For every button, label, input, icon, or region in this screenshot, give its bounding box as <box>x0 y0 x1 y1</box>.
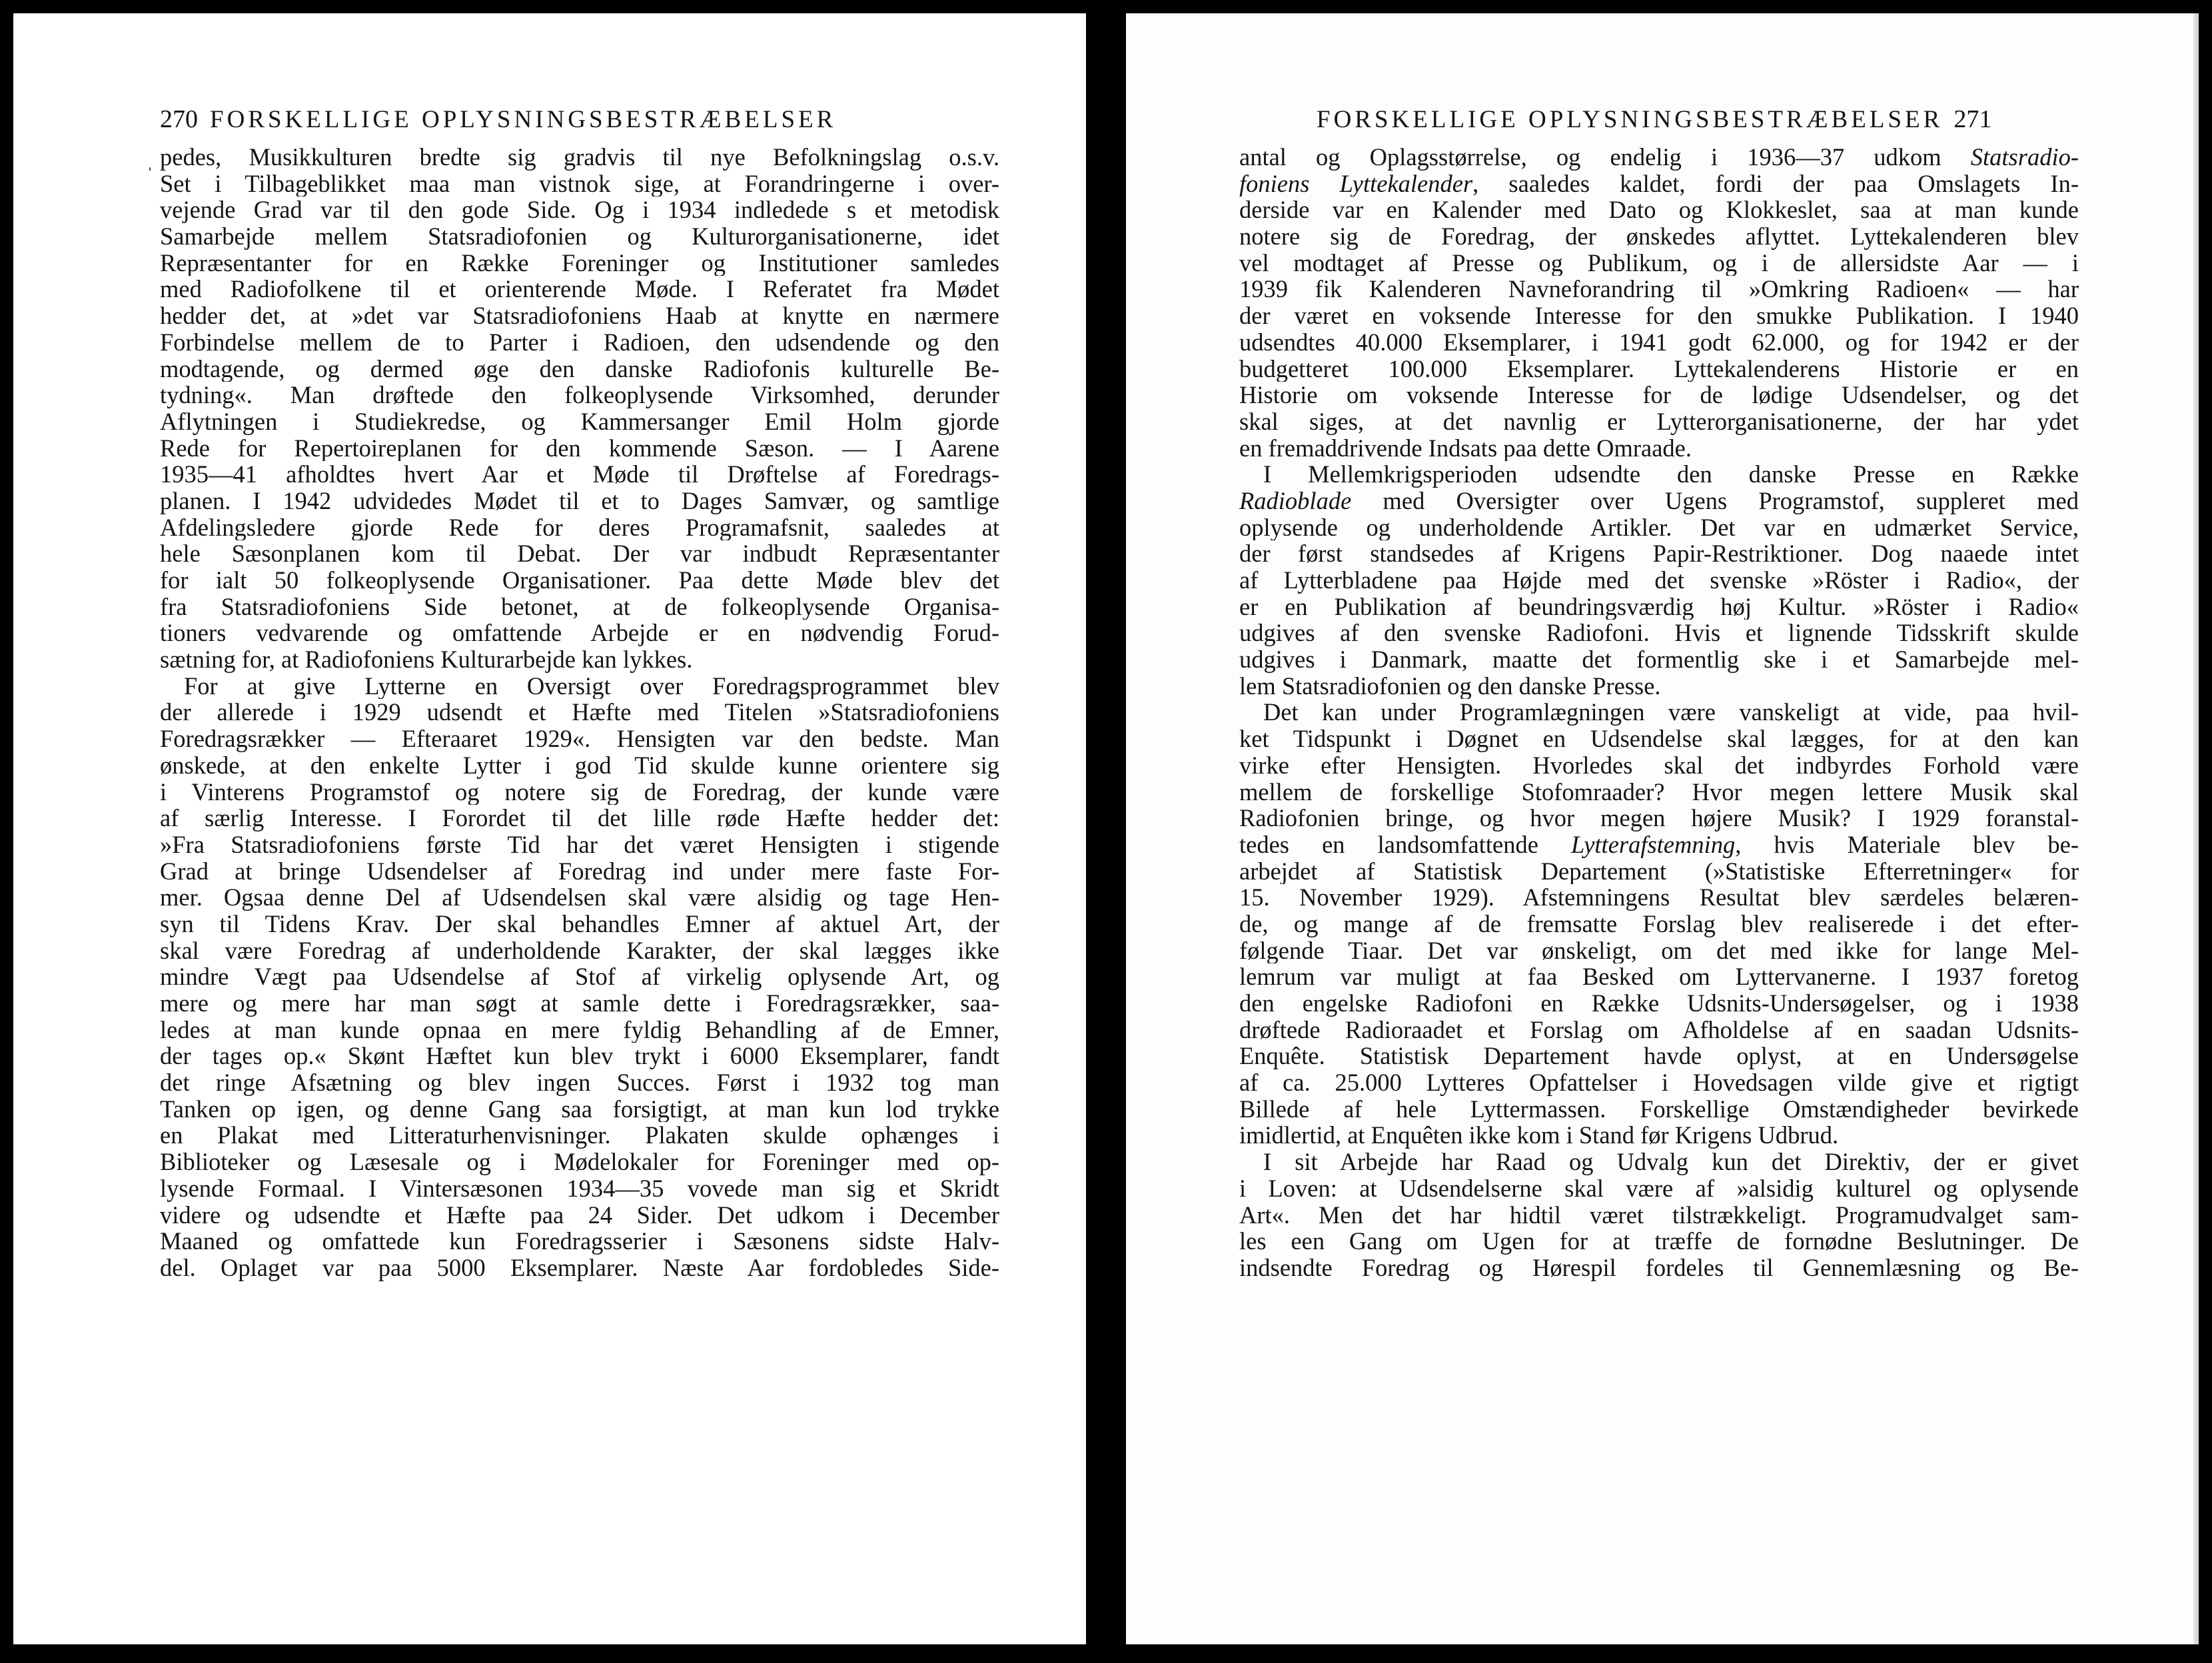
left-text-line: af særlig Interesse. I Forordet til det lille røde Hæfte hedder det: <box>160 805 999 832</box>
right-text-line: skal siges, at det navnlig er Lytterorganisationerne, der har ydet <box>1239 408 2079 435</box>
left-text-line: Aflytningen i Studiekredse, og Kammersanger Emil Holm gjorde <box>160 408 999 435</box>
left-page-number: 270 <box>160 105 198 133</box>
left-text-line: 1935—41 afholdtes hvert Aar et Møde til Drøftelse af Foredrags- <box>160 461 999 488</box>
right-text-line: arbejdet af Statistisk Departement (»Statistiske Efterretninger« for <box>1239 857 2079 885</box>
right-text-line: der været en voksende Interesse for den smukke Publikation. I 1940 <box>1239 302 2079 329</box>
left-text-line: Grad at bringe Udsendelser af Foredrag ind under mere faste For- <box>160 857 999 885</box>
left-text-line: det ringe Afsætning og blev ingen Succes. Først i 1932 tog man <box>160 1069 999 1096</box>
left-running-head <box>160 107 836 132</box>
right-text-line: udgives i Danmark, maatte det formentlig ske i et Samarbejde mel- <box>1239 646 2079 673</box>
right-text-line: lem Statsradiofonien og den danske Presse. <box>1239 672 1661 700</box>
left-text-line: syn til Tidens Krav. Der skal behandles Emner af aktuel Art, der <box>160 910 999 937</box>
left-text-line: Forbindelse mellem de to Parter i Radioen, den udsendende og den <box>160 328 999 356</box>
left-text-line: en Plakat med Litteraturhenvisninger. Plakaten skulde ophænges i <box>160 1122 999 1149</box>
left-text-line: Samarbejde mellem Statsradiofonien og Kulturorganisationerne, idet <box>160 223 999 250</box>
right-text-line: lemrum var muligt at faa Besked om Lyttervanerne. I 1937 foretog <box>1239 963 2079 990</box>
left-text-line: ledes at man kunde opnaa en mere fyldig Behandling af de Emner, <box>160 1016 999 1043</box>
right-running-head <box>1317 107 1991 132</box>
right-text-line: 15. November 1929). Afstemningens Resultat blev særdeles belæren- <box>1239 884 2079 911</box>
left-text-line: Biblioteker og Læsesale og i Mødelokaler for Foreninger med op- <box>160 1149 999 1175</box>
left-text-line: planen. I 1942 udvidedes Mødet til et to Dages Samvær, og samtlige <box>160 487 999 514</box>
right-text-line: er en Publikation af beundringsværdig høj Kultur. »Röster i Radio« <box>1239 593 2079 620</box>
left-text-line: videre og udsendte et Hæfte paa 24 Sider. Det udkom i December <box>160 1201 999 1229</box>
right-text-line: budgetteret 100.000 Eksemplarer. Lyttekalenderens Historie er en <box>1239 355 2079 382</box>
left-text-line: hedder det, at »det var Statsradiofoniens Haab at knytte en nærmere <box>160 302 999 329</box>
right-text-line: Radioblade med Oversigter over Ugens Programstof, suppleret med <box>1239 487 2079 514</box>
right-text-line: antal og Oplagsstørrelse, og endelig i 1936—37 udkom Statsradio- <box>1239 144 2079 171</box>
left-text-line: Foredragsrækker — Efteraaret 1929«. Hensigten var den bedste. Man <box>160 726 999 752</box>
left-text-line: lysende Formaal. I Vintersæsonen 1934—35 vovede man sig et Skridt <box>160 1175 999 1202</box>
left-running-title: FORSKELLIGE OPLYSNINGSBESTRÆBELSER <box>210 106 837 133</box>
left-page-body <box>160 144 999 1281</box>
right-text-line: af ca. 25.000 Lytteres Opfattelser i Hovedsagen vilde give et rigtigt <box>1239 1069 2079 1096</box>
right-text-line: Det kan under Programlægningen være vanskeligt at vide, paa hvil- <box>1263 699 2079 726</box>
right-text-line: ket Tidspunkt i Døgnet en Udsendelse skal lægges, for at den kan <box>1239 726 2079 752</box>
left-text-line: skal være Foredrag af underholdende Karakter, der skal lægges ikke <box>160 937 999 964</box>
right-text-line: udsendtes 40.000 Eksemplarer, i 1941 godt 62.000, og for 1942 er der <box>1239 328 2079 356</box>
right-text-line: følgende Tiaar. Det var ønskeligt, om det med ikke for lange Mel- <box>1239 937 2079 964</box>
left-text-line: Maaned og omfattede kun Foredragsserier i Sæsonens sidste Halv- <box>160 1228 999 1255</box>
right-text-line: Enquête. Statistisk Departement havde oplyst, at en Undersøgelse <box>1239 1043 2079 1070</box>
left-text-line: for ialt 50 folkeoplysende Organisationer. Paa dette Møde blev det <box>160 567 999 594</box>
left-text-line: del. Oplaget var paa 5000 Eksemplarer. Næste Aar fordobledes Side- <box>160 1254 999 1281</box>
page-edge-shadow <box>2193 13 2199 1644</box>
left-text-line: tydning«. Man drøftede den folkeoplysende Virksomhed, derunder <box>160 382 999 408</box>
right-text-line: foniens Lyttekalender, saaledes kaldet, fordi der paa Omslagets In- <box>1239 170 2079 197</box>
left-text-line: sætning for, at Radiofoniens Kulturarbejde kan lykkes. <box>160 646 693 673</box>
right-text-line: I Mellemkrigsperioden udsendte den danske Presse en Række <box>1263 461 2079 488</box>
left-text-line: hele Sæsonplanen kom til Debat. Der var indbudt Repræsentanter <box>160 540 999 567</box>
right-page-body <box>1239 144 2079 1281</box>
right-text-line: 1939 fik Kalenderen Navneforandring til »Omkring Radioen« — har <box>1239 276 2079 303</box>
left-text-line: Tanken op igen, og denne Gang saa forsigtigt, at man kun lod trykke <box>160 1095 999 1123</box>
right-text-line: en fremaddrivende Indsats paa dette Omraade. <box>1239 434 1692 462</box>
left-text-line: i Vinterens Programstof og notere sig de Foredrag, der kunde være <box>160 778 999 806</box>
left-text-line: pedes, Musikkulturen bredte sig gradvis til nye Befolkningslag o.s.v. <box>160 144 999 171</box>
right-text-line: I sit Arbejde har Raad og Udvalg kun det Direktiv, der er givet <box>1263 1149 2079 1175</box>
right-page <box>1126 13 2199 1644</box>
right-text-line: mellem de forskellige Stofomraader? Hvor megen lettere Musik skal <box>1239 778 2079 806</box>
right-text-line: drøftede Radioraadet et Forslag om Afholdelse af en saadan Udsnits- <box>1239 1016 2079 1043</box>
left-page <box>13 13 1086 1644</box>
left-text-line: mere og mere har man søgt at samle dette i Foredragsrækker, saa- <box>160 990 999 1017</box>
left-text-line: »Fra Statsradiofoniens første Tid har det været Hensigten i stigende <box>160 831 999 858</box>
right-text-line: Billede af hele Lyttermassen. Forskellige Omstændigheder bevirkede <box>1239 1095 2079 1123</box>
right-text-line: Historie om voksende Interesse for de lødige Udsendelser, og det <box>1239 382 2079 408</box>
left-text-line: fra Statsradiofoniens Side betonet, at de folkeoplysende Organisa- <box>160 593 999 620</box>
left-text-line: ønskede, at den enkelte Lytter i god Tid skulde kunne orientere sig <box>160 752 999 779</box>
left-text-line: mer. Ogsaa denne Del af Udsendelsen skal være alsidig og tage Hen- <box>160 884 999 911</box>
left-text-line: med Radiofolkene til et orienterende Møde. I Referatet fra Mødet <box>160 276 999 303</box>
left-text-line: der allerede i 1929 udsendt et Hæfte med Titelen »Statsradiofoniens <box>160 699 999 726</box>
left-text-line: For at give Lytterne en Oversigt over Foredragsprogrammet blev <box>184 672 999 700</box>
left-text-line: Rede for Repertoireplanen for den kommende Sæson. — I Aarene <box>160 434 999 462</box>
right-text-line: i Loven: at Udsendelserne skal være af »alsidig kulturel og oplysende <box>1239 1175 2079 1202</box>
right-text-line: virke efter Hensigten. Hvorledes skal det indbyrdes Forhold være <box>1239 752 2079 779</box>
right-text-line: notere sig de Foredrag, der ønskedes aflyttet. Lyttekalenderen blev <box>1239 223 2079 250</box>
left-text-line: tioners vedvarende og omfattende Arbejde er en nødvendig Forud- <box>160 620 999 647</box>
right-page-number: 271 <box>1953 105 1992 133</box>
margin-mark: ˈ <box>147 164 153 186</box>
left-text-line: Set i Tilbageblikket maa man vistnok sige, at Forandringerne i over- <box>160 170 999 197</box>
right-text-line: den engelske Radiofoni en Række Udsnits-Undersøgelser, og i 1938 <box>1239 990 2079 1017</box>
right-text-line: vel modtaget af Presse og Publikum, og i de allersidste Aar — i <box>1239 249 2079 277</box>
right-text-line: udgives af den svenske Radiofoni. Hvis et lignende Tidsskrift skulde <box>1239 620 2079 647</box>
left-text-line: Afdelingsledere gjorde Rede for deres Programafsnit, saaledes at <box>160 514 999 541</box>
left-text-line: der tages op.« Skønt Hæftet kun blev trykt i 6000 Eksemplarer, fandt <box>160 1043 999 1070</box>
right-text-line: Radiofonien bringe, og hvor megen højere Musik? I 1929 foranstal- <box>1239 805 2079 832</box>
right-text-line: Art«. Men det har hidtil været tilstrækkeligt. Programudvalget sam- <box>1239 1201 2079 1229</box>
left-text-line: Repræsentanter for en Række Foreninger og Institutioner samledes <box>160 249 999 277</box>
right-text-line: oplysende og underholdende Artikler. Det var en udmærket Service, <box>1239 514 2079 541</box>
left-text-line: modtagende, og dermed øge den danske Radiofonis kulturelle Be- <box>160 355 999 382</box>
right-text-line: tedes en landsomfattende Lytterafstemning, hvis Materiale blev be- <box>1239 831 2079 858</box>
left-text-line: mindre Vægt paa Udsendelse af Stof af virkelig oplysende Art, og <box>160 963 999 990</box>
right-text-line: af Lytterbladene paa Højde med det svenske »Röster i Radio«, der <box>1239 567 2079 594</box>
right-running-title: FORSKELLIGE OPLYSNINGSBESTRÆBELSER <box>1317 106 1943 133</box>
left-text-line: vejende Grad var til den gode Side. Og i 1934 indledede s et metodisk <box>160 197 999 224</box>
right-text-line: les een Gang om Ugen for at træffe de fornødne Beslutninger. De <box>1239 1228 2079 1255</box>
right-text-line: derside var en Kalender med Dato og Klokkeslet, saa at man kunde <box>1239 197 2079 224</box>
right-text-line: de, og mange af de fremsatte Forslag blev realiserede i det efter- <box>1239 910 2079 937</box>
right-text-line: der først standsedes af Krigens Papir-Restriktioner. Dog naaede intet <box>1239 540 2079 567</box>
right-text-line: imidlertid, at Enquêten ikke kom i Stand før Krigens Udbrud. <box>1239 1122 1839 1149</box>
right-text-line: indsendte Foredrag og Hørespil fordeles til Gennemlæsning og Be- <box>1239 1254 2079 1281</box>
